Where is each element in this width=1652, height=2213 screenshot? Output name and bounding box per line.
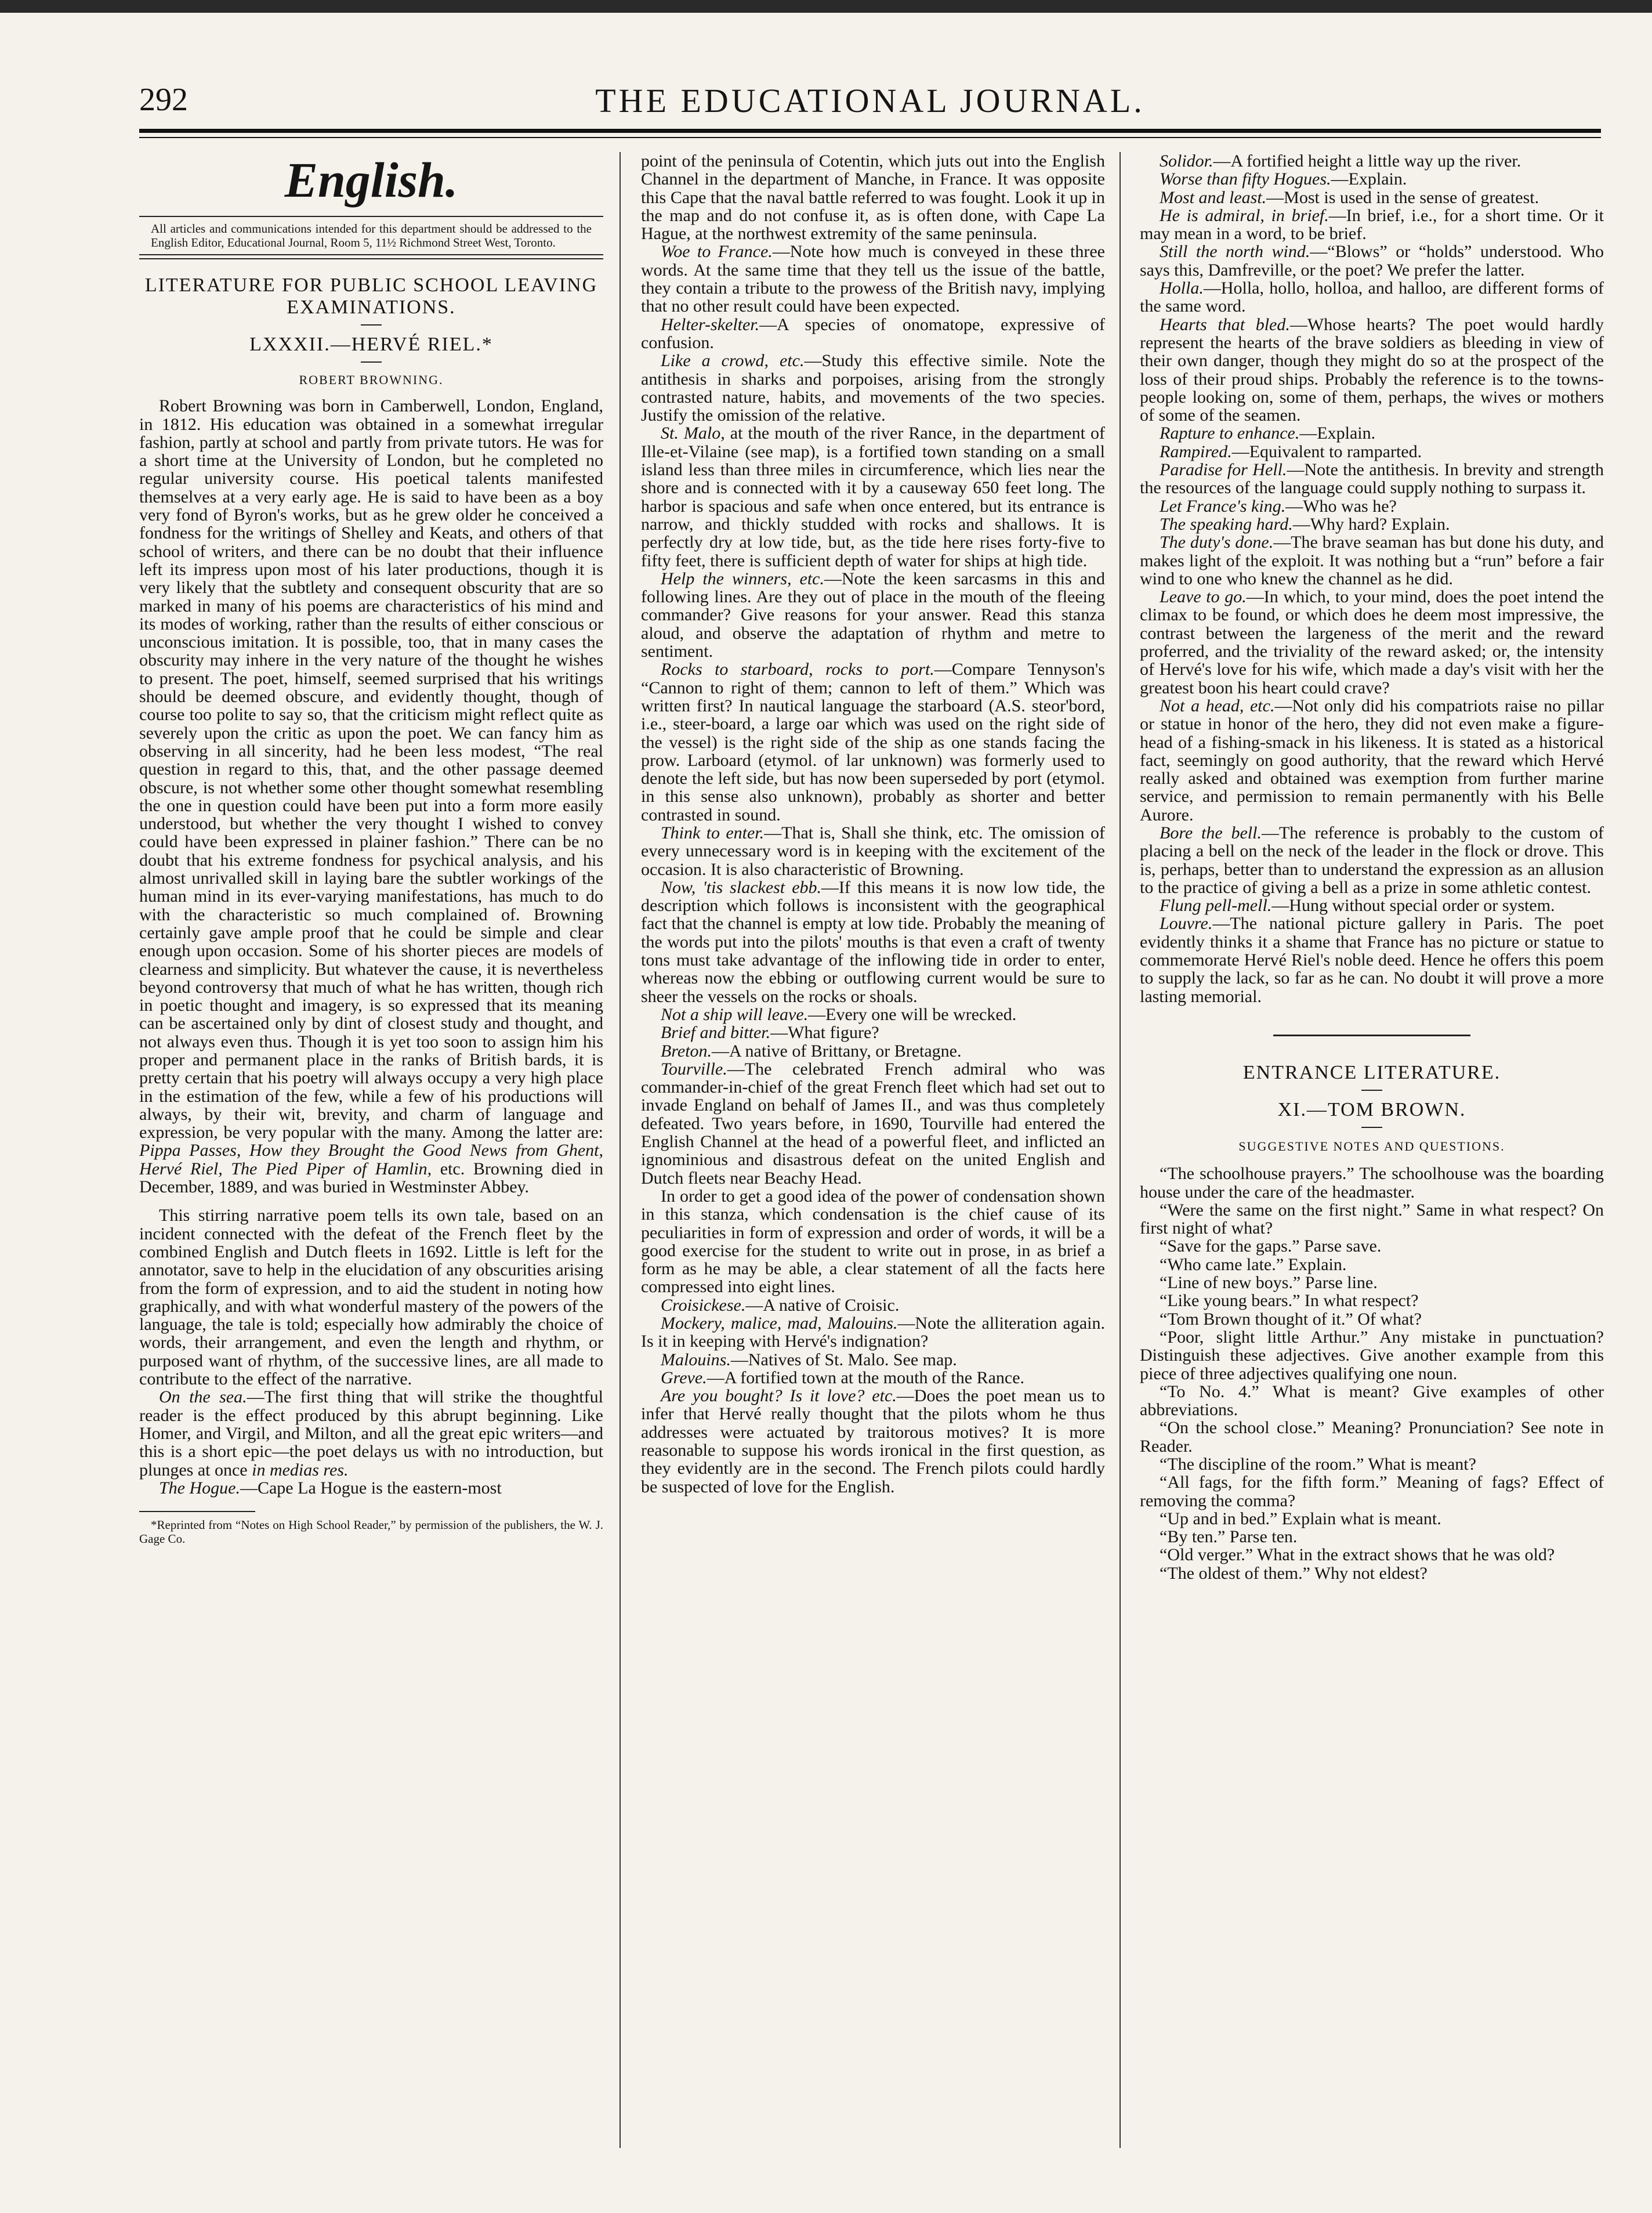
note-text: —Natives of St. Malo. See map. (730, 1350, 957, 1369)
note-term: Malouins. (661, 1350, 731, 1369)
note-text: In order to get a good idea of the power of condensation shown in this stanza, which condensation is the chief cause of its peculiarities in form of expression and order of words, it will be a good exercise for the student to write out in prose, in as brief a form as he may be able, a clear statement of all the facts here compressed into eight lines. (641, 1186, 1105, 1297)
note-paragraph (1140, 515, 1604, 533)
works-list: Pippa Passes, How they Brought the Good News from Ghent, Hervé Riel, The Pied Piper of Hamlin, (139, 1141, 603, 1178)
article-separator (1273, 1035, 1470, 1036)
note-text: —That is, Shall she think, etc. The omission of every unnecessary word is in keeping with the excitement of the occasion. It is also characteristic of Browning. (641, 823, 1105, 879)
note-paragraph (1140, 316, 1604, 425)
author-name: ROBERT BROWNING. (299, 373, 444, 387)
note-paragraph (641, 1296, 1105, 1314)
article-headline: LITERATURE FOR PUBLIC SCHOOL LEAVING EXAMINATIONS. (144, 274, 598, 318)
note-paragraph (1140, 914, 1604, 1005)
note-term: Not a head, etc. (1160, 696, 1275, 715)
note-term: Think to enter. (661, 823, 765, 842)
note-text: —Why hard? Explain. (1292, 514, 1450, 534)
article-subhead: LXXXII.—HERVÉ RIEL.* (249, 334, 493, 355)
note-paragraph (1140, 461, 1604, 497)
divider (139, 216, 603, 217)
note-paragraph (1140, 533, 1604, 588)
biography-paragraph: Robert Browning was born in Camberwell, London, England, in 1812. His education was obtained in a somewhat irregular fashion, partly at school and partly from private tutors. He was for a short time at the University of London, but he completed no regular university course. His poetical talents manifested themselves at a very early age. He is said to have been as a boy very fond of Byron's works, but as he grew older he conceived a fondness for the writings of Shelley and Keats, and others of that school of writers, and there can be no doubt that their influence left its impress upon most of his later productions, though it is very likely that the subtlety and consequent obscurity that are so marked in many of his poems are characteristics of his mind and its modes of working, rather than the results of either conscious or unconscious imitation. It is possible, too, that in many cases the obscurity may inhere in the very nature of the thought he wishes to present. The poet, himself, seemed surprised that his writings should be deemed obscure, and evidently thought, though of course too polite to say so, that the criticism might reflect quite as severely upon the critic as upon the poet. We can fancy him as observing in all sincerity, had he been less modest, “The real question in regard to this, that, and the other passage deemed obscure, is not whether some other thought somewhat resembling the one in question could have been put into a form more easily understood, but whether the very thought I wished to convey could have been expressed in plainer fashion.” There can be no doubt that his extreme fondness for psychical analysis, and his almost unrivalled skill in laying bare the subtler workings of the human mind in its ever-varying manifestations, has much to do with the characteristic so much complained of. Browning certainly gave ample proof that he could be simple and clear enough upon occasion. Some of his shorter pieces are models of clearness and simplicity. But whatever the cause, it is nevertheless beyond controversy that much of what he has written, though rich in poetic thought and imagery, is so expressed that its meaning can be ascertained only by dint of closest study and thought, and not always even thus. Though it is yet too soon to assign him his proper and permanent place in the ranks of British bards, it is pretty certain that his poetry will always occupy a very high place in the estimation of the few, while a few of his productions will always, by their wit, brevity, and charm of language and expression, be very popular with the many. Among the latter are: Pippa Passes, How they Brought the Good News from Ghent, Hervé Riel, The Pied Piper of Hamlin, etc. Browning died in December, 1889, and was buried in Westminster Abbey. (139, 396, 603, 1197)
note-text: —Does the poet mean us to infer that Hervé really thought that the pilots whom he thus addresses were actuated by traitorous motives? It is more reasonable to suppose his words ironical in the first question, as they evidently are in the second. The French pilots could hardly be suspected of love for the English. (641, 1386, 1105, 1496)
note-text: —Note the keen sarcasms in this and following lines. Are they out of place in the mouth of the fleeing commander? Give reasons for your answer. Read this stanza aloud, and observe the adaptation of rhythm and metre to sentiment. (641, 569, 1105, 661)
note-text: —Not only did his compatriots raise no pillar or statue in honor of the hero, they did not even make a figure-head of a fishing-smack in his likeness. It is stated as a historical fact, seemingly on good authority, that the reward which Hervé really asked and obtained was exemption from further marine service, and permission to remain permanently with his Belle Aurore. (1140, 696, 1604, 825)
note-text: —Hung without special order or system. (1271, 896, 1555, 916)
short-rule (361, 361, 382, 363)
short-rule (361, 324, 382, 326)
question-item: “Like young bears.” In what respect? (1160, 1291, 1419, 1311)
note-term: The speaking hard. (1160, 514, 1293, 534)
note-paragraph (641, 352, 1105, 424)
question-item: “Tom Brown thought of it.” Of what? (1160, 1309, 1422, 1329)
question-item: “Line of new boys.” Parse line. (1160, 1273, 1378, 1293)
note-paragraph (641, 660, 1105, 824)
note-paragraph (1140, 207, 1604, 243)
question-item: “All fags, for the fifth form.” Meaning of fags? Effect of removing the comma? (1140, 1473, 1604, 1510)
divider (139, 258, 603, 259)
note-text: —Note the antithesis. In brevity and strength the resources of the language could supply nothing to surpass it. (1140, 460, 1604, 498)
note-text: —Study this effective simile. Note the antithesis in sharks and porpoises, arising from the strongly contrasted nature, habits, and movements of the two species. Justify the omission of the relative. (641, 351, 1105, 425)
note-paragraph (641, 1351, 1105, 1369)
note-paragraph (641, 1024, 1105, 1042)
header-rule-thin (139, 137, 1601, 138)
question-item: “By ten.” Parse ten. (1160, 1527, 1298, 1547)
note-term: Let France's king. (1160, 496, 1286, 516)
column-3 (1140, 152, 1604, 2148)
note-paragraph (641, 243, 1105, 315)
article2-smallhead: SUGGESTIVE NOTES AND QUESTIONS. (1238, 1138, 1505, 1153)
note-paragraph (1140, 152, 1604, 170)
note-paragraph (1140, 243, 1604, 279)
note-text: —Explain. (1331, 169, 1407, 189)
note-term: Greve. (661, 1368, 707, 1387)
questions-list (1140, 1165, 1604, 1582)
note-paragraph (641, 570, 1105, 660)
journal-title: THE EDUCATIONAL JOURNAL. (595, 82, 1145, 120)
section-title: English. (284, 152, 458, 208)
note-paragraph (1140, 424, 1604, 442)
note-paragraph (641, 824, 1105, 878)
note-term: Breton. (661, 1041, 712, 1061)
note-paragraph (641, 1187, 1105, 1296)
note-term: Worse than fifty Hogues. (1160, 169, 1331, 189)
note-term: Most and least. (1160, 187, 1267, 207)
note-term: Rapture to enhance. (1160, 424, 1300, 443)
note-term: Louvre. (1160, 914, 1213, 934)
note-term: Like a crowd, etc. (661, 351, 805, 371)
note-paragraph (641, 1060, 1105, 1187)
question-item: “Save for the gaps.” Parse save. (1160, 1236, 1382, 1256)
column-divider (620, 152, 621, 2148)
note-paragraph (1140, 697, 1604, 824)
narrative-paragraph: This stirring narrative poem tells its own tale, based on an incident connected with the defeat of the French fleet by the combined English and Dutch fleets in 1692. Little is left for the annotator, save to help in the elucidation of any obscurities arising from the form of expression, and to aid the student in noting how graphically, and with what wonderful mastery of the powers of the language, the tale is told; especially how admirably the choice of words, their arrangement, and even the length and rhythm, or purposed want of rhythm, of the successive lines, are all made to contribute to the effect of the narrative. (139, 1206, 603, 1389)
note-paragraph (641, 1042, 1105, 1060)
note-term: Croisickese. (661, 1295, 746, 1315)
note-text: —Equivalent to ramparted. (1231, 442, 1422, 461)
note-text: —A native of Croisic. (745, 1295, 900, 1315)
note-text: —A fortified height a little way up the river. (1213, 152, 1521, 171)
note-term: Helter-skelter. (661, 314, 760, 334)
article2-headline: ENTRANCE LITERATURE. (1242, 1061, 1501, 1083)
page-header (139, 81, 1601, 122)
note-text: —“Blows” or “holds” understood. Who says this, Damfreville, or the poet? We prefer the latter. (1140, 242, 1604, 280)
header-rule (139, 129, 1601, 133)
note-text: —If this means it is now low tide, the description which follows is inconsistent with the geographical fact that the channel is empty at low tide. Probably the meaning of the words put into the pilots' mouths is that even a craft of twenty tons must take advantage of the inflowing tide in order to enter, whereas now the ebbing or outflowing current would be sure to sheer the vessels on the rocks or shoals. (641, 877, 1105, 1006)
note-paragraph (641, 424, 1105, 569)
divider (139, 254, 603, 255)
note-term: Bore the bell. (1160, 823, 1262, 842)
note-text: point of the peninsula of Cotentin, which juts out into the English Channel in the department of Manche, in France. It was opposite this Cape that the naval battle referred to was fought. Look it up in the map and do not confuse it, as is often done, with Cape La Hague, at the northwest extremity of the same peninsula. (641, 152, 1105, 244)
note-paragraph (1140, 279, 1604, 316)
note-text: —The reference is probably to the custom of placing a bell on the neck of the leader in the flock or drove. This is, perhaps, better than to understand the expression as an allusion to the practice of giving a bell as a prize in some athletic contest. (1140, 823, 1604, 897)
note-the-hogue: The Hogue.—Cape La Hogue is the eastern-most (159, 1478, 502, 1498)
question-item: “On the school close.” Meaning? Pronunciation? See note in Reader. (1140, 1418, 1604, 1456)
note-paragraph (1140, 824, 1604, 896)
question-item: “Who came late.” Explain. (1160, 1254, 1347, 1274)
note-text: at the mouth of the river Rance, in the department of Ille-et-Vilaine (see map), is a fortified town standing on a small island less than three miles in circumference, which lies near the shore and is connected with it by a causeway 650 feet long. The harbor is spacious and safe when once entered, but its entrance is narrow, and thickly studded with rocks and shallows. It is perfectly dry at low tide, but, as the tide here rises forty-five to fifty feet, there is sufficient depth of water for ships at high tide. (641, 424, 1105, 570)
note-term: Help the winners, etc. (661, 569, 824, 588)
note-text: —Every one will be wrecked. (808, 1004, 1017, 1024)
note-text: —The celebrated French admiral who was commander-in-chief of the great French fleet which had set out to invade England on behalf of James II., and was thus completely defeated. Two years before, in 1690, Tourville had entered the English Channel at the head of a powerful fleet, and inflicted an ignominious and disastrous defeat on the united English and Dutch fleets near Beachy Head. (641, 1059, 1105, 1188)
note-paragraph (1140, 443, 1604, 461)
note-term: The duty's done. (1160, 533, 1274, 552)
note-term: Now, 'tis slackest ebb. (661, 877, 822, 897)
note-term: Flung pell-mell. (1160, 896, 1272, 916)
note-text: —In brief, i.e., for a short time. Or it may mean in a word, to be brief. (1140, 205, 1604, 244)
note-paragraph (1140, 189, 1604, 207)
note-term: Paradise for Hell. (1160, 460, 1287, 480)
note-text: —The brave seaman has but done his duty, and makes light of the exploit. It was nothing but a “run” before a fair wind to one who knew the channel as he did. (1140, 533, 1604, 588)
short-rule (1361, 1090, 1382, 1091)
note-paragraph (1140, 497, 1604, 515)
note-text: —Whose hearts? The poet would hardly represent the hearts of the brave soldiers as bleeding in view of their own danger, though they might do so at the prospect of the loss of their proud ships. Probably the reference is to the towns-people looking on, some of them, perhaps, the wives or mothers of some of the seamen. (1140, 314, 1604, 425)
note-term: Holla. (1160, 279, 1204, 298)
note-term: Hearts that bled. (1160, 314, 1290, 334)
note-term: Leave to go. (1160, 587, 1247, 607)
note-term: Woe to France. (661, 242, 773, 262)
note-text: —Note how much is conveyed in these three words. At the same time that they tell us the issue of the battle, they contain a tribute to the prowess of the British navy, implying that no other result could have been expected. (641, 242, 1105, 316)
note-paragraph (641, 1006, 1105, 1024)
footnote-rule (139, 1511, 255, 1512)
editor-notice: All articles and communications intended for this department should be addressed to the English Editor, Educational Journal, Room 5, 11½ Richmond Street West, Toronto. (151, 222, 592, 249)
question-item: “Up and in bed.” Explain what is meant. (1160, 1509, 1441, 1528)
note-paragraph (1140, 896, 1604, 914)
note-term: Rocks to starboard, rocks to port. (661, 660, 934, 679)
note-text: —The national picture gallery in Paris. The poet evidently thinks it a shame that France has no picture or statue to commemorate Hervé Riel's noble deed. Hence he offers this poem to supply the lack, so far as he can. No doubt it will prove a more lasting memorial. (1140, 914, 1604, 1006)
note-text: —A species of onomatope, expressive of confusion. (641, 314, 1105, 352)
question-item: “The oldest of them.” Why not eldest? (1160, 1563, 1428, 1583)
scan-top-border (0, 0, 1652, 13)
note-term: Rampired. (1160, 442, 1232, 461)
note-term: He is admiral, in brief. (1160, 205, 1329, 225)
note-text: —Compare Tennyson's “Cannon to right of them; cannon to left of them.” Which was written first? In nautical language the starboard (A.S. steor'bord, i.e., steer-board, a large oar which was used on the right side of the vessel) is the right side of the ship as one stands facing the prow. Larboard (etymol. of lar unknown) was formerly used to denote the left side, but has now been superseded by port (etymol. in this sense also unknown), probably as shorter and better contrasted in sound. (641, 660, 1105, 825)
note-term: Solidor. (1160, 152, 1213, 171)
page-number: 292 (139, 82, 188, 118)
question-item: “The discipline of the room.” What is meant? (1160, 1455, 1476, 1474)
column-2 (641, 152, 1105, 2148)
note-term: Still the north wind. (1160, 242, 1310, 262)
note-text: —A fortified town at the mouth of the Rance. (707, 1368, 1025, 1387)
article2-subhead: XI.—TOM BROWN. (1277, 1098, 1466, 1120)
question-item: “The schoolhouse prayers.” The schoolhouse was the boarding house under the care of the headmaster. (1140, 1164, 1604, 1202)
note-paragraph (1140, 170, 1604, 188)
note-term: Not a ship will leave. (661, 1004, 809, 1024)
column-divider (1120, 152, 1121, 2148)
note-paragraph (641, 1369, 1105, 1387)
footnote: *Reprinted from “Notes on High School Reader,” by permission of the publishers, the W. J. Gage Co. (139, 1518, 603, 1546)
note-term: Tourville. (661, 1059, 727, 1079)
note-paragraph (641, 316, 1105, 352)
question-item: “Were the same on the first night.” Same in what respect? On first night of what? (1140, 1200, 1604, 1238)
column-1 (139, 152, 603, 2148)
note-term: Mockery, malice, mad, Malouins. (661, 1314, 898, 1333)
note-text: —Most is used in the sense of greatest. (1266, 187, 1539, 207)
note-text: —In which, to your mind, does the poet intend the climax to be found, or which does he deem most impressive, the contrast between the largeness of the merit and the reward proferred, and the triviality of the reward asked; or, the intensity of Hervé's love for his wife, which made a day's visit with her the greatest boon his heart could crave? (1140, 587, 1604, 697)
note-term: Brief and bitter. (661, 1023, 771, 1043)
note-term: Are you bought? Is it love? etc. (661, 1386, 897, 1406)
note-paragraph (641, 878, 1105, 1006)
question-item: “To No. 4.” What is meant? Give examples of other abbreviations. (1140, 1382, 1604, 1420)
note-text: —What figure? (770, 1023, 879, 1043)
note-term: St. Malo, (661, 424, 725, 443)
short-rule (1361, 1127, 1382, 1128)
note-text: —Note the alliteration again. Is it in keeping with Hervé's indignation? (641, 1314, 1105, 1351)
note-paragraph (641, 152, 1105, 243)
note-text: —Explain. (1299, 424, 1376, 443)
note-text: —Who was he? (1285, 496, 1397, 516)
note-on-the-sea: On the sea.—The first thing that will strike the thoughtful reader is the effect produced by this abrupt beginning. Like Homer, and Virgil, and Milton, and all the great epic writers—and this is a short epic—the poet delays us with no introduction, but plunges at once in medias res. (139, 1387, 603, 1480)
question-item: “Poor, slight little Arthur.” Any mistake in punctuation? Distinguish these adjectives. Give another example from this piece of three adjectives qualifying one noun. (1140, 1327, 1604, 1383)
note-paragraph (641, 1387, 1105, 1496)
note-paragraph (1140, 588, 1604, 697)
note-paragraph (641, 1314, 1105, 1351)
note-text: —Holla, hollo, holloa, and halloo, are different forms of the same word. (1140, 279, 1604, 316)
notes-list (1140, 152, 1604, 1006)
note-text: —A native of Brittany, or Bretagne. (712, 1041, 962, 1061)
question-item: “Old verger.” What in the extract shows that he was old? (1160, 1545, 1555, 1565)
